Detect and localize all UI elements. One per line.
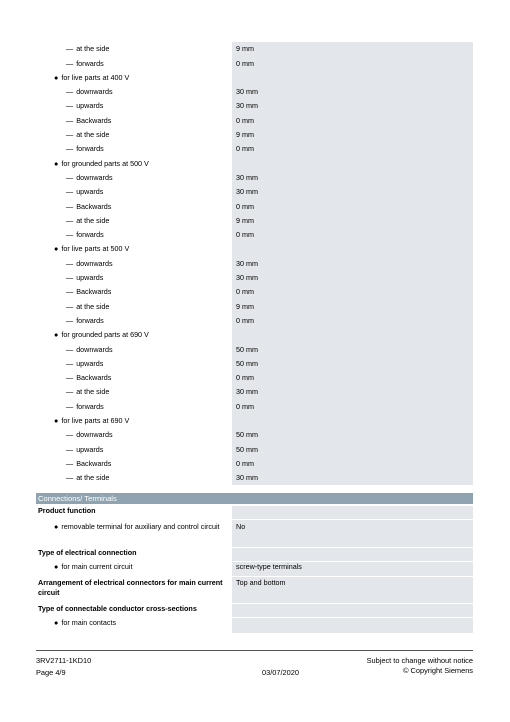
arrangement-value: Top and bottom bbox=[232, 577, 473, 603]
value-cell: 9 mm bbox=[232, 42, 473, 56]
label-text: upwards bbox=[76, 444, 104, 454]
value-cell: 50 mm bbox=[232, 428, 473, 442]
sub-item-label bbox=[36, 199, 232, 213]
table-row bbox=[36, 576, 473, 603]
group-label bbox=[36, 242, 232, 256]
sub-item-label bbox=[36, 271, 232, 285]
label-text: upwards bbox=[76, 358, 104, 368]
value-cell bbox=[232, 414, 473, 428]
group-label bbox=[36, 71, 232, 85]
dash-icon: — bbox=[66, 273, 74, 283]
table-row bbox=[36, 457, 473, 471]
table-row bbox=[36, 285, 473, 299]
dash-icon: — bbox=[66, 201, 74, 211]
footer-divider bbox=[36, 650, 473, 651]
value-cell: 30 mm bbox=[232, 171, 473, 185]
table-row bbox=[36, 442, 473, 456]
sub-item-label bbox=[36, 299, 232, 313]
dash-icon: — bbox=[66, 315, 74, 325]
sub-item-label bbox=[36, 314, 232, 328]
value-cell: 30 mm bbox=[232, 471, 473, 485]
table-row bbox=[36, 547, 473, 561]
value-cell: 50 mm bbox=[232, 357, 473, 371]
conductor-cross-sections-label: Type of connectable conductor cross-sections bbox=[38, 604, 197, 613]
dash-icon: — bbox=[66, 215, 74, 225]
sub-item-label bbox=[36, 256, 232, 270]
sub-item-label bbox=[36, 428, 232, 442]
value-cell: 0 mm bbox=[232, 142, 473, 156]
dash-icon: — bbox=[66, 115, 74, 125]
dash-icon: — bbox=[66, 458, 74, 468]
table-row bbox=[36, 199, 473, 213]
table-row bbox=[36, 171, 473, 185]
sub-item-label bbox=[36, 357, 232, 371]
value-cell: 0 mm bbox=[232, 228, 473, 242]
value-cell: 0 mm bbox=[232, 285, 473, 299]
dash-icon: — bbox=[66, 430, 74, 440]
value-cell: 0 mm bbox=[232, 457, 473, 471]
sub-item-label bbox=[36, 471, 232, 485]
removable-terminal-value: No bbox=[232, 520, 473, 547]
section-header-connections: Connections/ Terminals bbox=[36, 493, 473, 504]
label-text: for live parts at 690 V bbox=[61, 416, 130, 425]
bullet-icon: ● bbox=[54, 244, 59, 254]
main-contacts-value bbox=[232, 618, 473, 633]
dash-icon: — bbox=[66, 258, 74, 268]
table-row bbox=[36, 256, 473, 270]
label-text: forwards bbox=[76, 315, 104, 325]
value-cell: 30 mm bbox=[232, 271, 473, 285]
label-text: at the side bbox=[76, 130, 110, 140]
table-row bbox=[36, 385, 473, 399]
table-row bbox=[36, 228, 473, 242]
label-text: upwards bbox=[76, 187, 104, 197]
clearance-spec-table bbox=[36, 42, 473, 485]
dash-icon: — bbox=[66, 130, 74, 140]
dash-icon: — bbox=[66, 101, 74, 111]
label-text: at the side bbox=[76, 44, 110, 54]
label-text: downwards bbox=[76, 344, 113, 354]
main-current-circuit-value: screw-type terminals bbox=[232, 562, 473, 576]
sub-item-label bbox=[36, 442, 232, 456]
value-cell: 0 mm bbox=[232, 199, 473, 213]
label-text: Backwards bbox=[76, 458, 112, 468]
value-cell: 0 mm bbox=[232, 56, 473, 70]
value-cell: 30 mm bbox=[232, 99, 473, 113]
sub-item-label bbox=[36, 371, 232, 385]
group-row bbox=[36, 71, 473, 85]
value-cell: 0 mm bbox=[232, 314, 473, 328]
dash-icon: — bbox=[66, 87, 74, 97]
bullet-icon: ● bbox=[54, 330, 59, 340]
sub-item-label bbox=[36, 171, 232, 185]
group-row bbox=[36, 328, 473, 342]
sub-item-label bbox=[36, 113, 232, 127]
group-label bbox=[36, 328, 232, 342]
dash-icon: — bbox=[66, 301, 74, 311]
label-text: at the side bbox=[76, 301, 110, 311]
dash-icon: — bbox=[66, 358, 74, 368]
label-text: downwards bbox=[76, 87, 113, 97]
bullet-icon: ● bbox=[54, 618, 59, 627]
bullet-icon: ● bbox=[54, 158, 59, 168]
sub-item-label bbox=[36, 214, 232, 228]
label-text: Backwards bbox=[76, 287, 112, 297]
dash-icon: — bbox=[66, 473, 74, 483]
product-function-value bbox=[232, 506, 473, 519]
footer-copyright: © Copyright Siemens bbox=[403, 666, 473, 675]
sub-item-label bbox=[36, 42, 232, 56]
group-label bbox=[36, 414, 232, 428]
label-text: forwards bbox=[76, 58, 104, 68]
value-cell: 30 mm bbox=[232, 85, 473, 99]
label-text: at the side bbox=[76, 387, 110, 397]
sub-item-label bbox=[36, 185, 232, 199]
table-row bbox=[36, 357, 473, 371]
sub-item-label bbox=[36, 457, 232, 471]
table-row bbox=[36, 471, 473, 485]
table-row bbox=[36, 617, 473, 633]
value-cell bbox=[232, 242, 473, 256]
sub-item-label bbox=[36, 342, 232, 356]
label-text: at the side bbox=[76, 473, 110, 483]
dash-icon: — bbox=[66, 287, 74, 297]
table-row bbox=[36, 561, 473, 576]
footer-page-number: Page 4/9 bbox=[36, 668, 66, 677]
connections-table bbox=[36, 505, 473, 633]
dash-icon: — bbox=[66, 58, 74, 68]
value-cell: 9 mm bbox=[232, 299, 473, 313]
label-text: at the side bbox=[76, 215, 110, 225]
value-cell: 50 mm bbox=[232, 342, 473, 356]
label-text: forwards bbox=[76, 401, 104, 411]
footer-notice: Subject to change without notice bbox=[366, 656, 473, 665]
value-cell: 9 mm bbox=[232, 128, 473, 142]
value-cell bbox=[232, 328, 473, 342]
dash-icon: — bbox=[66, 373, 74, 383]
label-text: forwards bbox=[76, 144, 104, 154]
sub-item-label bbox=[36, 228, 232, 242]
dash-icon: — bbox=[66, 172, 74, 182]
dash-icon: — bbox=[66, 230, 74, 240]
value-cell: 30 mm bbox=[232, 185, 473, 199]
value-cell bbox=[232, 71, 473, 85]
dash-icon: — bbox=[66, 401, 74, 411]
group-row bbox=[36, 242, 473, 256]
label-text: for grounded parts at 690 V bbox=[61, 330, 149, 340]
sub-item-label bbox=[36, 128, 232, 142]
sub-item-label bbox=[36, 385, 232, 399]
label-text: Backwards bbox=[76, 373, 112, 383]
label-text: Backwards bbox=[76, 115, 112, 125]
table-row bbox=[36, 371, 473, 385]
label-text: upwards bbox=[76, 101, 104, 111]
sub-item-label bbox=[36, 99, 232, 113]
bullet-icon: ● bbox=[54, 72, 59, 82]
bullet-icon: ● bbox=[54, 562, 59, 571]
table-row bbox=[36, 428, 473, 442]
table-row bbox=[36, 85, 473, 99]
table-row bbox=[36, 342, 473, 356]
value-cell bbox=[232, 156, 473, 170]
label-text: for live parts at 400 V bbox=[61, 72, 130, 82]
value-cell: 0 mm bbox=[232, 371, 473, 385]
label-text: Backwards bbox=[76, 201, 112, 211]
footer-date: 03/07/2020 bbox=[262, 668, 299, 677]
removable-terminal-label: ● removable terminal for auxiliary and control circuit bbox=[54, 522, 220, 531]
label-text: for live parts at 500 V bbox=[61, 244, 130, 254]
label-text: for grounded parts at 500 V bbox=[61, 158, 149, 168]
value-cell: 9 mm bbox=[232, 214, 473, 228]
main-contacts-label: ● for main contacts bbox=[54, 618, 117, 627]
label-text: downwards bbox=[76, 172, 113, 182]
value-cell: 0 mm bbox=[232, 113, 473, 127]
main-current-circuit-label: ● for main current circuit bbox=[54, 562, 133, 571]
label-text: downwards bbox=[76, 430, 113, 440]
table-row bbox=[36, 42, 473, 56]
bullet-icon: ● bbox=[54, 522, 59, 531]
dash-icon: — bbox=[66, 344, 74, 354]
electrical-connection-type-label: Type of electrical connection bbox=[38, 548, 137, 557]
footer-article-number: 3RV2711-1KD10 bbox=[36, 656, 92, 665]
sub-item-label bbox=[36, 85, 232, 99]
table-row bbox=[36, 56, 473, 70]
table-row bbox=[36, 99, 473, 113]
conductor-cross-sections-value bbox=[232, 604, 473, 617]
group-label bbox=[36, 156, 232, 170]
table-row bbox=[36, 519, 473, 547]
table-row bbox=[36, 299, 473, 313]
table-row bbox=[36, 128, 473, 142]
value-cell: 30 mm bbox=[232, 256, 473, 270]
dash-icon: — bbox=[66, 44, 74, 54]
product-function-label: Product function bbox=[38, 506, 96, 515]
electrical-connection-type-value bbox=[232, 548, 473, 561]
table-row bbox=[36, 314, 473, 328]
value-cell: 0 mm bbox=[232, 399, 473, 413]
table-row bbox=[36, 399, 473, 413]
bullet-icon: ● bbox=[54, 416, 59, 425]
dash-icon: — bbox=[66, 387, 74, 397]
table-row bbox=[36, 142, 473, 156]
table-row bbox=[36, 505, 473, 519]
value-cell: 50 mm bbox=[232, 442, 473, 456]
sub-item-label bbox=[36, 399, 232, 413]
label-text: downwards bbox=[76, 258, 113, 268]
sub-item-label bbox=[36, 142, 232, 156]
table-row bbox=[36, 214, 473, 228]
label-text: forwards bbox=[76, 230, 104, 240]
table-row bbox=[36, 113, 473, 127]
table-row bbox=[36, 185, 473, 199]
sub-item-label bbox=[36, 56, 232, 70]
table-row bbox=[36, 603, 473, 617]
dash-icon: — bbox=[66, 444, 74, 454]
table-row bbox=[36, 271, 473, 285]
dash-icon: — bbox=[66, 144, 74, 154]
value-cell: 30 mm bbox=[232, 385, 473, 399]
arrangement-label: Arrangement of electrical connectors for main current circuit bbox=[38, 578, 223, 597]
label-text: upwards bbox=[76, 273, 104, 283]
group-row bbox=[36, 156, 473, 170]
sub-item-label bbox=[36, 285, 232, 299]
dash-icon: — bbox=[66, 187, 74, 197]
group-row bbox=[36, 414, 473, 428]
